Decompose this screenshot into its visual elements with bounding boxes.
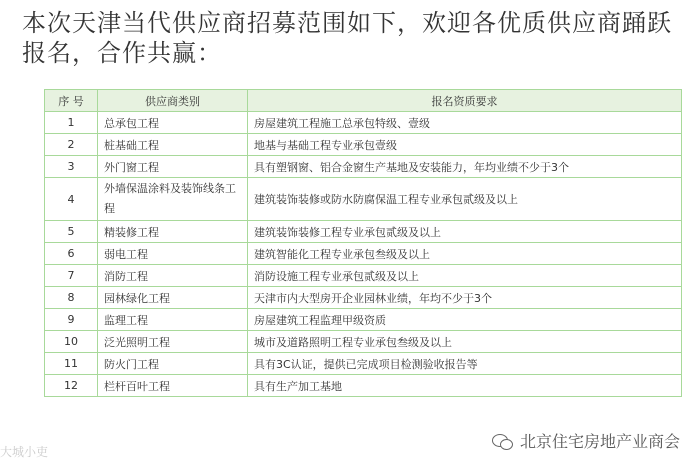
row-supplier-type: 防火门工程 [98, 353, 248, 375]
row-requirement: 房屋建筑工程施工总承包特级、壹级 [248, 112, 682, 134]
table-row [45, 112, 682, 134]
header-supplier-type: 供应商类别 [98, 90, 248, 112]
supplier-table [44, 89, 682, 397]
header-number: 序 号 [45, 90, 98, 112]
row-requirement: 建筑智能化工程专业承包叁级及以上 [248, 243, 682, 265]
table-row [45, 134, 682, 156]
row-number: 7 [45, 265, 98, 287]
wechat-icon [492, 432, 514, 450]
table-header-row [45, 90, 682, 112]
row-number: 10 [45, 331, 98, 353]
table-row [45, 309, 682, 331]
row-number: 1 [45, 112, 98, 134]
row-number: 3 [45, 156, 98, 178]
table-row [45, 221, 682, 243]
row-number: 8 [45, 287, 98, 309]
table-row [45, 287, 682, 309]
table-row [45, 178, 682, 221]
watermark-right-text: 北京住宅房地产业商会 [519, 432, 680, 451]
row-number: 2 [45, 134, 98, 156]
row-supplier-type: 弱电工程 [98, 243, 248, 265]
row-number: 5 [45, 221, 98, 243]
row-supplier-type: 泛光照明工程 [98, 331, 248, 353]
page-heading [22, 8, 698, 68]
row-number: 6 [45, 243, 98, 265]
table-row [45, 265, 682, 287]
row-number: 11 [45, 353, 98, 375]
row-supplier-type: 园林绿化工程 [98, 287, 248, 309]
heading-line-2: 报名，合作共赢： [22, 39, 222, 67]
row-requirement: 城市及道路照明工程专业承包叁级及以上 [248, 331, 682, 353]
row-requirement: 具有3C认证，提供已完成项目检测验收报告等 [248, 353, 682, 375]
row-supplier-type: 总承包工程 [98, 112, 248, 134]
watermark-right [492, 429, 680, 452]
heading-line-1: 本次天津当代供应商招募范围如下，欢迎各优质供应商踊跃 [22, 9, 672, 37]
row-requirement: 天津市内大型房开企业园林业绩，年均不少于3个 [248, 287, 682, 309]
header-requirements: 报名资质要求 [248, 90, 682, 112]
row-requirement: 建筑装饰装修工程专业承包贰级及以上 [248, 221, 682, 243]
row-number: 12 [45, 375, 98, 397]
row-requirement: 消防设施工程专业承包贰级及以上 [248, 265, 682, 287]
watermark-left: 大城小吏 [0, 445, 49, 459]
row-requirement: 建筑装饰装修或防水防腐保温工程专业承包贰级及以上 [248, 178, 682, 221]
table-row [45, 353, 682, 375]
row-requirement: 具有塑钢窗、铝合金窗生产基地及安装能力，年均业绩不少于3个 [248, 156, 682, 178]
row-requirement: 地基与基础工程专业承包壹级 [248, 134, 682, 156]
table-row [45, 156, 682, 178]
table-row [45, 331, 682, 353]
row-supplier-type: 消防工程 [98, 265, 248, 287]
row-requirement: 房屋建筑工程监理甲级资质 [248, 309, 682, 331]
table-row [45, 243, 682, 265]
row-supplier-type: 栏杆百叶工程 [98, 375, 248, 397]
row-supplier-type: 精装修工程 [98, 221, 248, 243]
row-supplier-type-text: 外墙保温涂料及装饰线条工程 [104, 182, 236, 215]
row-supplier-type: 外门窗工程 [98, 156, 248, 178]
row-number: 9 [45, 309, 98, 331]
row-requirement: 具有生产加工基地 [248, 375, 682, 397]
table-row [45, 375, 682, 397]
row-supplier-type: 桩基础工程 [98, 134, 248, 156]
row-supplier-type [98, 178, 248, 221]
row-supplier-type: 监理工程 [98, 309, 248, 331]
row-number: 4 [45, 178, 98, 221]
